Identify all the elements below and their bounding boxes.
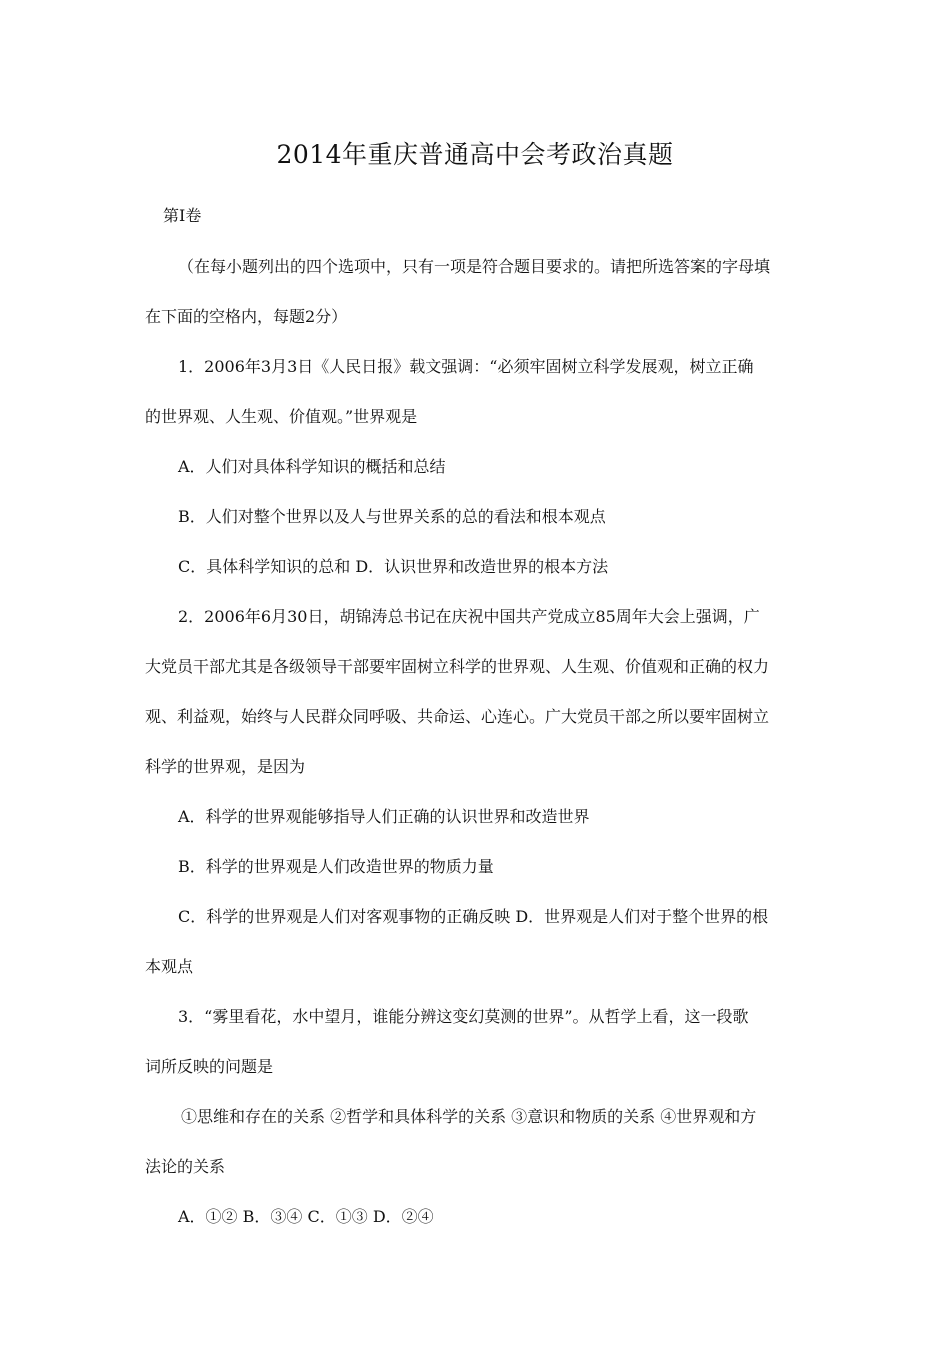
question-2-stem: 大党员干部尤其是各级领导干部要牢固树立科学的世界观、人生观、价值观和正确的权力 [145,657,770,676]
question-3-option: 法论的关系 [145,1157,226,1176]
question-3-stem: 词所反映的问题是 [145,1057,274,1076]
question-1-stem: 1．2006年3月3日《人民日报》载文强调：“必须牢固树立科学发展观，树立正确 [178,357,754,376]
section-label: 第Ⅰ卷 [163,206,202,225]
instructions-line: 在下面的空格内，每题2分） [145,307,348,326]
instructions-line: （在每小题列出的四个选项中，只有一项是符合题目要求的。请把所选答案的字母填 [178,257,771,276]
question-2-option: B．科学的世界观是人们改造世界的物质力量 [178,857,494,876]
question-2-option: 本观点 [145,957,194,976]
question-2-stem: 2．2006年6月30日，胡锦涛总书记在庆祝中国共产党成立85周年大会上强调，广 [178,607,760,626]
question-3-stem: 3．“雾里看花，水中望月，谁能分辨这变幻莫测的世界”。从哲学上看，这一段歌 [178,1007,749,1026]
question-1-stem: 的世界观、人生观、价值观。”世界观是 [145,407,418,426]
question-2-stem: 科学的世界观，是因为 [145,757,306,776]
question-1-option: A．人们对具体科学知识的概括和总结 [178,457,446,476]
question-2-option: A．科学的世界观能够指导人们正确的认识世界和改造世界 [178,807,590,826]
question-2-option: C．科学的世界观是人们对客观事物的正确反映 D．世界观是人们对于整个世界的根 [178,907,769,926]
question-3-option: ①思维和存在的关系 ②哲学和具体科学的关系 ③意识和物质的关系 ④世界观和方 [181,1107,757,1126]
question-3-answer-options: A．①② B．③④ C．①③ D．②④ [178,1207,434,1226]
question-1-option: C．具体科学知识的总和 D．认识世界和改造世界的根本方法 [178,557,609,576]
question-2-stem: 观、利益观，始终与人民群众同呼吸、共命运、心连心。广大党员干部之所以要牢固树立 [145,707,770,726]
document-title: 2014年重庆普通高中会考政治真题 [276,140,674,169]
question-1-option: B．人们对整个世界以及人与世界关系的总的看法和根本观点 [178,507,606,526]
